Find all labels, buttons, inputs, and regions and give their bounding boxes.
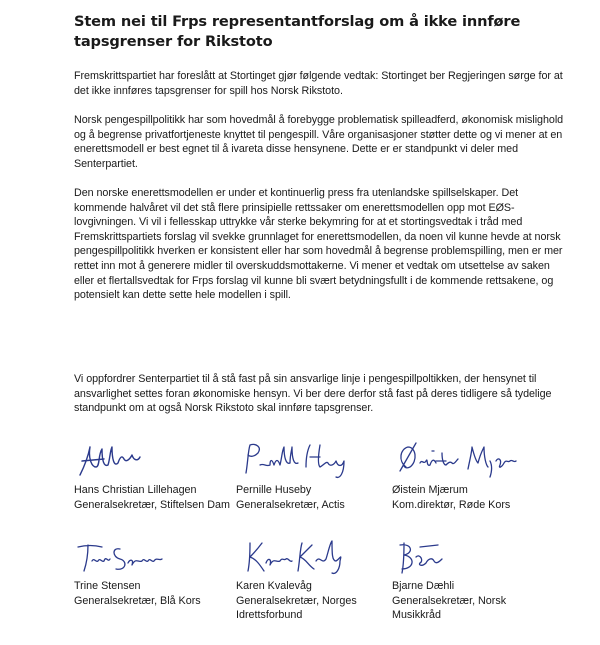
signatory-name: Hans Christian Lillehagen (74, 484, 197, 496)
signature-image-daehli (392, 535, 492, 581)
paragraph-proposal: Fremskrittspartiet har foreslått at Stortinget gjør følgende vedtak: Stortinget ber Regjeringen sørge for at det ikke innføres tapsgrenser for spill hos Norsk Rikstoto. (74, 70, 563, 97)
signature-image-lillehagen (74, 437, 154, 483)
signatory-lillehagen (74, 483, 234, 512)
signature-image-kvalevag (236, 533, 356, 579)
signatory-huseby (236, 483, 386, 512)
signatory-mjaerum (392, 483, 532, 512)
signatory-name: Pernille Huseby (236, 484, 312, 496)
signatory-name: Øistein Mjærum (392, 484, 468, 496)
signatory-role: Generalsekretær, Blå Kors (74, 594, 201, 607)
letter-title: Stem nei til Frps representantforslag om å ikke innføre tapsgrenser for Rikstoto (74, 13, 521, 50)
signature-image-mjaerum (392, 437, 522, 483)
signatory-kvalevag (236, 579, 386, 623)
signatory-name: Trine Stensen (74, 580, 141, 592)
paragraph-appeal: Vi oppfordrer Senterpartiet til å stå fast på sin ansvarlige linje i pengespillpoltikken, der hensynet til ansvarlighet settes foran økonomiske hensyn. Vi ber dere derfor stå fast på deres tidligere så tydelige standpunkt om at også Norsk Rikstoto skal innføre tapsgrenser. (74, 373, 552, 415)
signatory-role: Kom.direktør, Røde Kors (392, 498, 511, 511)
paragraph-monopoly-pressure: Den norske enerettsmodellen er under et kontinuerlig press fra utenlandske spillselskaper. Det kommende halvåret vil det stå flere prinsipielle rettssaker om enerettsmodellen opp mot EØS-lovgivningen. Vi vil i fellesskap uttrykke vår sterke bekymring for at et stortingsvedtak i tråd med Fremskrittspartiets forslag vil svekke grunnlaget for enerettsmodellen, da noen vil kunne hevde at norsk pengespillpolitikk hverken er konsistent eller har som hovedmål å begrense problemspilling, men er mer rettet inn mot å generere midler til overskuddsmottakerne. Vi mener et vedtak om utsettelse av saken eller et flertallsvedtak for Frps forslag vil kunne bli svært betydningsfullt i de kommende rettsakene, og potensielt kan dette sette hele modellen i spill. (74, 187, 563, 302)
signatory-role: Generalsekretær, Norges Idrettsforbund (236, 594, 357, 622)
signatory-role: Generalsekretær, Stiftelsen Dam (74, 498, 230, 511)
signature-image-stensen (72, 533, 172, 579)
signatory-daehli (392, 579, 532, 623)
signatory-name: Bjarne Dæhli (392, 580, 455, 592)
paragraph-policy-goals: Norsk pengespillpolitikk har som hovedmål å forebygge problematisk spilleadferd, økonomisk mislighold og å begrense privatfortjeneste knyttet til pengespill. Våre organisasjoner støtter dette og vi mener at en enerettsmodell er best egnet til å ivareta disse hensynene. Dette er er standpunkt vi deler med Senterpartiet. (74, 114, 564, 170)
signatory-stensen (74, 579, 234, 608)
signatory-role: Generalsekretær, Norsk Musikkråd (392, 594, 507, 622)
signatory-name: Karen Kvalevåg (236, 580, 312, 592)
signatory-role: Generalsekretær, Actis (236, 498, 345, 511)
signature-image-huseby (236, 437, 356, 483)
